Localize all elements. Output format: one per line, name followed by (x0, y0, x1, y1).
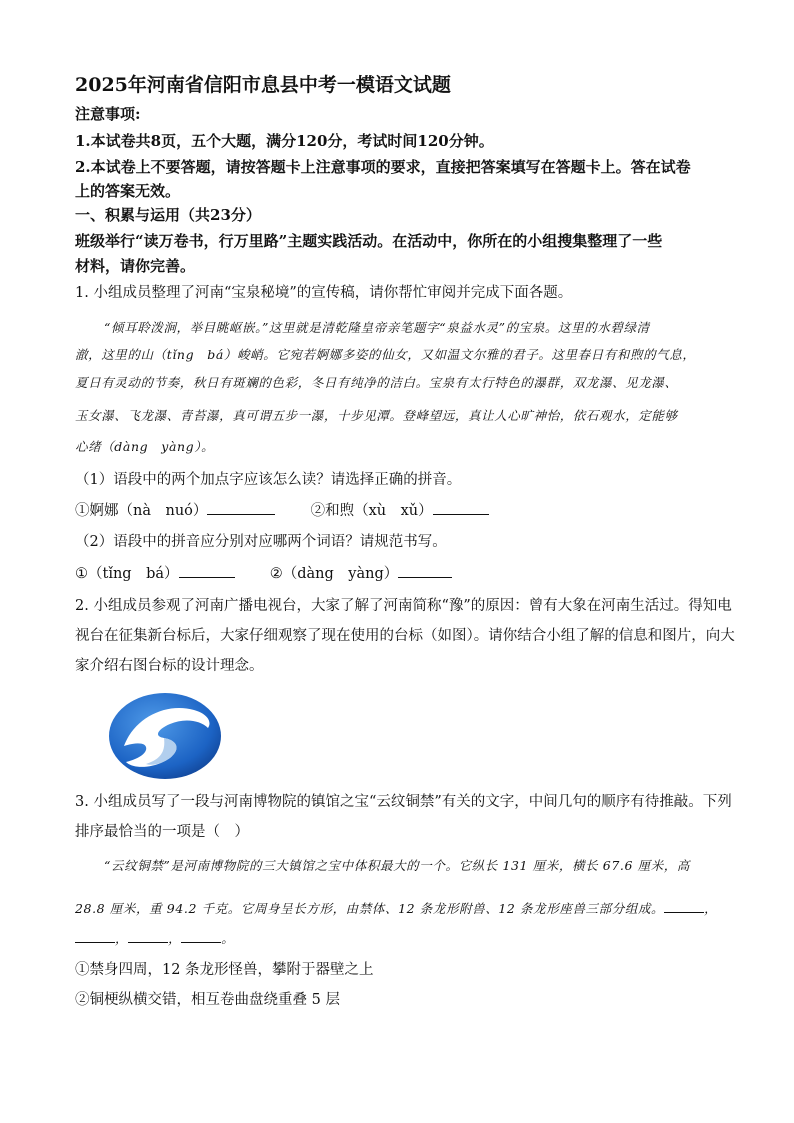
q3-option-1: ①禁身四周，12 条龙形怪兽，攀附于器壁之上 (75, 962, 374, 978)
q1-sub1-options (75, 500, 489, 521)
section-intro-cont: 材料，请你完善。 (75, 257, 196, 275)
q3-passage-line: “云纹铜禁”是河南博物院的三大镇馆之宝中体积最大的一个。它纵长 131 厘米，横长 67.6 厘米，高 (104, 858, 690, 873)
answer-blank[interactable] (179, 563, 235, 578)
logo-ellipse (109, 693, 221, 779)
answer-blank[interactable] (75, 928, 115, 943)
question-3-stem-cont: 排序最恰当的一项是（ ） (75, 824, 249, 840)
q3-passage-line (75, 898, 717, 919)
q1-sub2: （2）语段中的拼音应分别对应哪两个词语？请规范书写。 (75, 534, 447, 550)
q3-passage-text: 28.8 厘米，重 94.2 千克。它周身呈长方形，由禁体、12 条龙形附兽、12 条龙形座兽三部分组成。 (75, 901, 665, 916)
answer-blank[interactable] (398, 563, 452, 578)
answer-blank[interactable] (207, 500, 275, 515)
q1-sub2-options (75, 563, 452, 584)
question-2-stem-cont: 视台在征集新台标后，大家仔细观察了现在使用的台标（如图）。请你结合小组了解的信息和图片，向大 (75, 628, 735, 644)
tv-station-logo (104, 688, 222, 780)
q1-passage-line: “倾耳聆泼涧，举目眺岖嵌。”这里就是清乾隆皇帝亲笔题字“泉益水灵”的宝泉。这里的水碧绿清 (104, 320, 650, 335)
q1-sub2-option-2: ②（dàng yàng） (269, 566, 399, 582)
notice-item-2: 2.本试卷上不要答题，请按答题卡上注意事项的要求，直接把答案填写在答题卡上。答在试卷 (75, 158, 691, 176)
page-title: 2025年河南省信阳市息县中考一模语文试题 (75, 74, 451, 96)
q1-passage-line: 澈，这里的山（tǐng bá）峻峭。它宛若婀娜多姿的仙女，又如温文尔雅的君子。这里春日有和煦的气息， (75, 347, 696, 362)
q1-passage-line: 夏日有灵动的节奏，秋日有斑斓的色彩，冬日有纯净的洁白。宝泉有太行特色的瀑群，双龙瀑、见龙瀑、 (75, 375, 678, 390)
q3-option-2: ②铜梗纵横交错，相互卷曲盘绕重叠 5 层 (75, 992, 340, 1008)
notice-item-1: 1.本试卷共8页，五个大题，满分120分，考试时间120分钟。 (75, 132, 494, 150)
question-2-stem: 2. 小组成员参观了河南广播电视台，大家了解了河南简称“豫”的原因：曾有大象在河南生活过。得知电 (75, 598, 732, 614)
notice-item-2-cont: 上的答案无效。 (75, 182, 181, 200)
q3-passage-blanks (75, 928, 234, 949)
q1-sub2-option-1: ①（tǐng bá） (75, 566, 179, 582)
separator: ， (115, 931, 129, 946)
question-1-stem: 1. 小组成员整理了河南“宝泉秘境”的宣传稿，请你帮忙审阅并完成下面各题。 (75, 285, 573, 301)
q1-sub1: （1）语段中的两个加点字应该怎么读？请选择正确的拼音。 (75, 472, 462, 488)
answer-blank[interactable] (664, 898, 704, 913)
q1-sub1-option-1: ①婀娜（nà nuó） (75, 503, 208, 519)
question-3-stem: 3. 小组成员写了一段与河南博物院的镇馆之宝“云纹铜禁”有关的文字，中间几句的顺序有待推敲。下列 (75, 794, 732, 810)
answer-blank[interactable] (128, 928, 168, 943)
separator: 。 (221, 931, 235, 946)
q1-passage-line: 玉女瀑、飞龙瀑、青苔瀑，真可谓五步一瀑，十步见潭。登峰望远，真让人心旷神怡，依石观水，定能够 (75, 408, 678, 423)
answer-blank[interactable] (433, 500, 489, 515)
q1-passage-line: 心绪（dàng yàng）。 (75, 439, 215, 454)
separator: ， (704, 901, 718, 916)
answer-blank[interactable] (181, 928, 221, 943)
notice-heading: 注意事项: (75, 105, 141, 123)
section-intro: 班级举行“读万卷书，行万里路”主题实践活动。在活动中，你所在的小组搜集整理了一些 (75, 232, 663, 250)
section-heading: 一、积累与运用（共23分） (75, 206, 261, 224)
separator: ， (168, 931, 182, 946)
q1-sub1-option-2: ②和煦（xù xǔ） (310, 503, 433, 519)
question-2-stem-cont: 家介绍右图台标的设计理念。 (75, 658, 264, 674)
